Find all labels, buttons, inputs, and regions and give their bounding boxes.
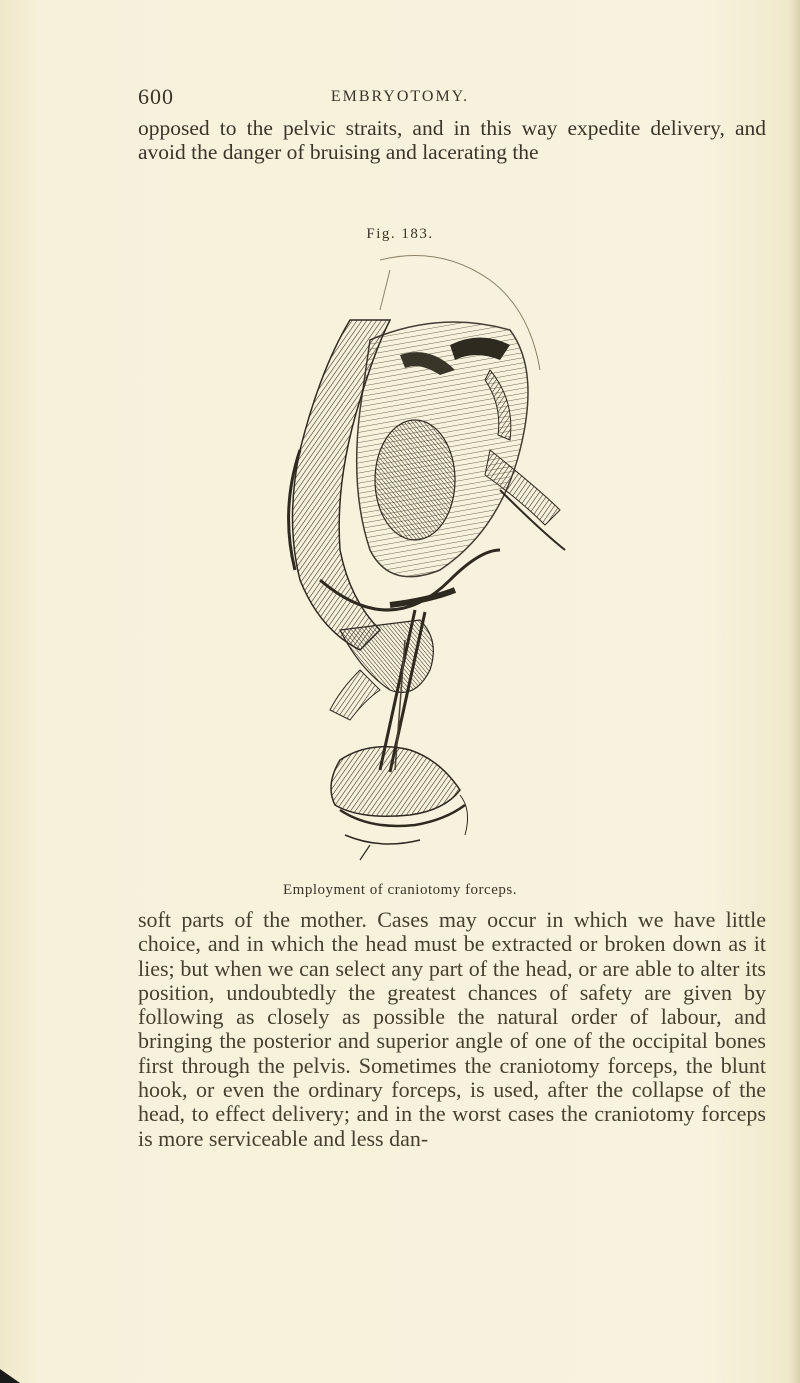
paragraph-top: opposed to the pelvic straits, and in this way expedite delivery, and avoid the danger of bruising and lacerating the bbox=[138, 116, 766, 164]
figure-caption: Employment of craniotomy forceps. bbox=[283, 882, 517, 898]
page-edge-shadow bbox=[788, 0, 800, 1383]
page-corner-mark bbox=[0, 1369, 20, 1383]
figure-label: Fig. 183. bbox=[366, 226, 434, 242]
craniotomy-forceps-illustration bbox=[240, 250, 570, 870]
page-number: 600 bbox=[138, 84, 174, 109]
running-head: EMBRYOTOMY. bbox=[330, 88, 470, 105]
paragraph-bottom: soft parts of the mother. Cases may occur in which we have little choice, and in which the head must be extracted or broken down as it lies; but when we can select any part of the head, or are able to alter its position, undoubtedly the greatest chances of safety are given by following as closely as possible the natural order of labour, and bringing the posterior and superior angle of one of the occipital bones first through the pelvis. Sometimes the craniotomy forceps, the blunt hook, or even the ordinary forceps, is used, after the collapse of the head, to effect delivery; and in the worst cases the craniotomy forceps is more serviceable and less dan- bbox=[138, 907, 766, 1151]
